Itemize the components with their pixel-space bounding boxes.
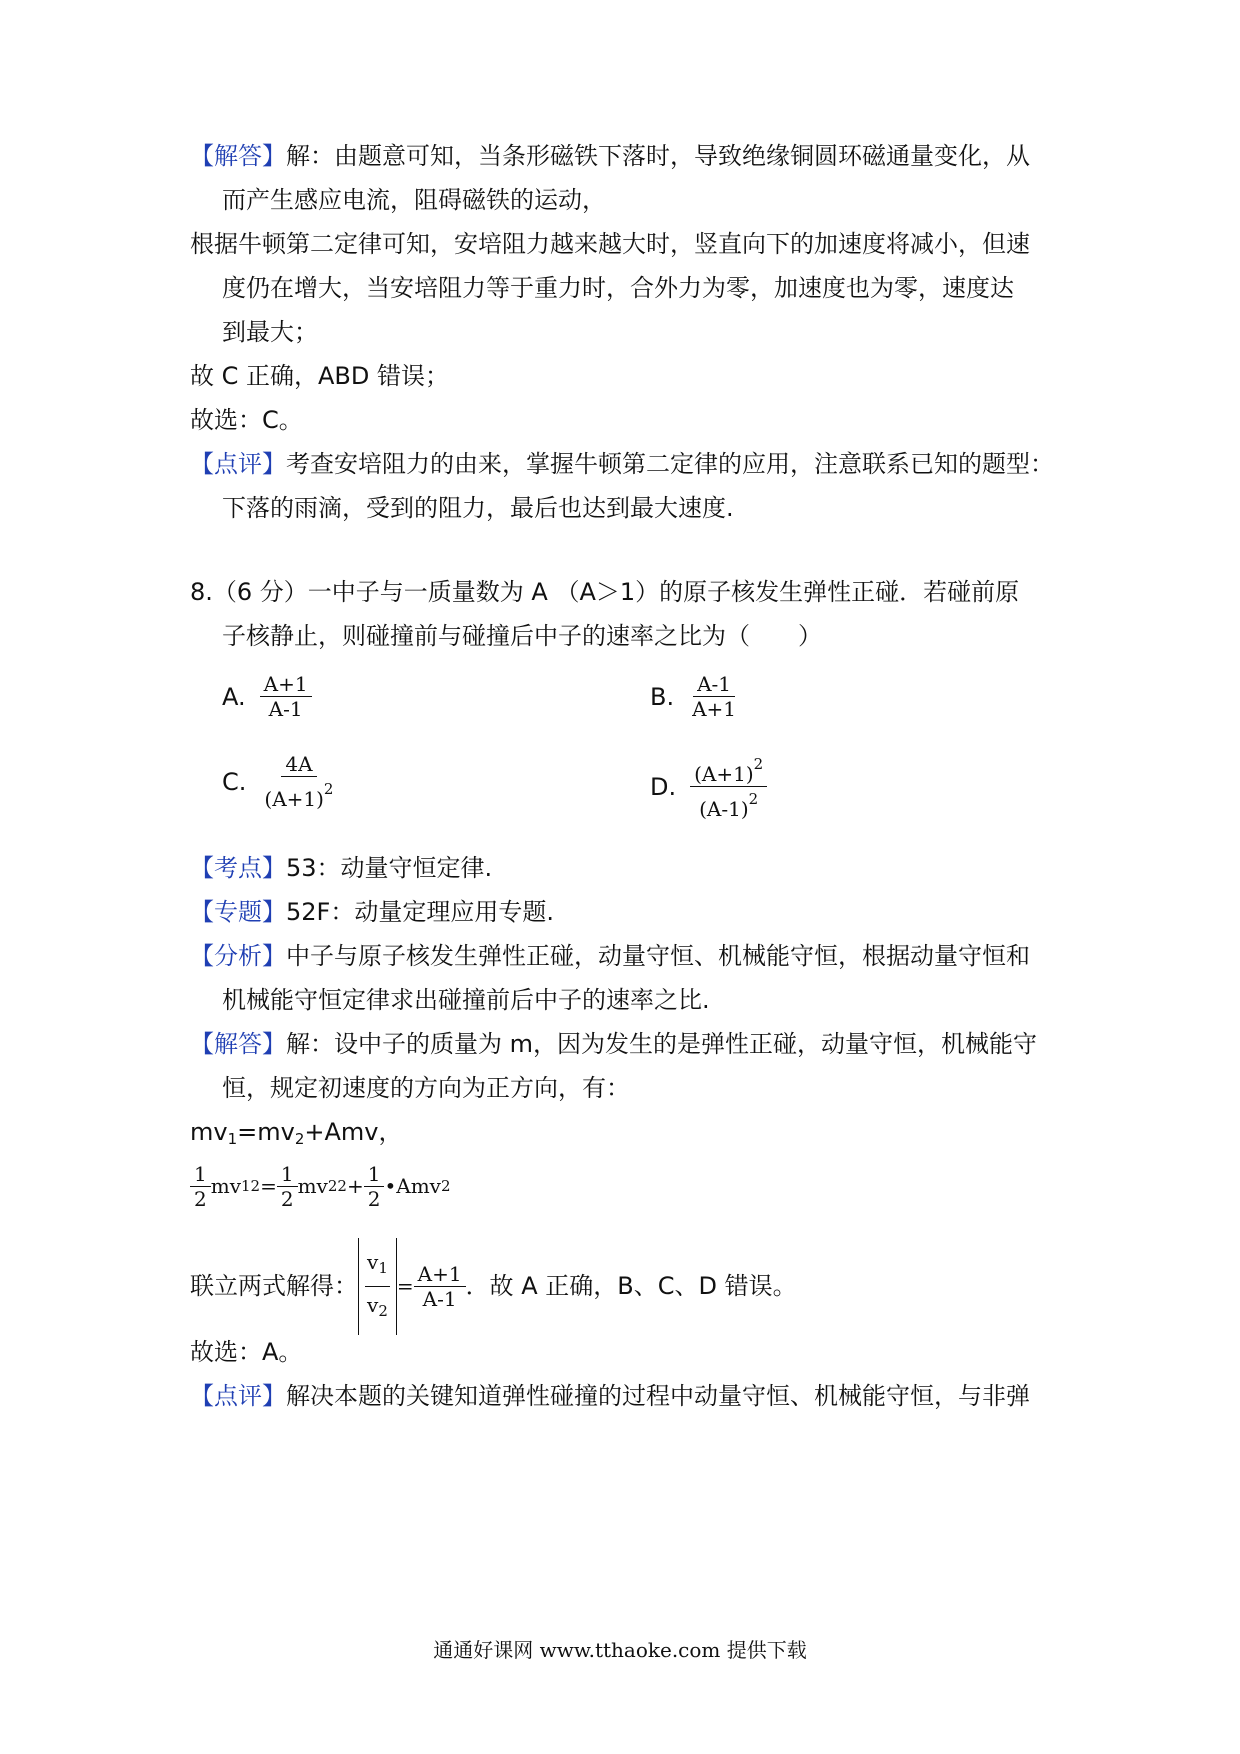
numerator: A+1	[414, 1262, 466, 1287]
zhuanti-line	[190, 896, 554, 928]
den-exponent: 2	[323, 780, 334, 798]
eq-term: mv	[190, 1118, 228, 1146]
abs-num-base: v	[367, 1249, 379, 1274]
abs-den-base: v	[367, 1292, 379, 1317]
abs-denominator	[367, 1287, 388, 1329]
text-line: 恒，规定初速度的方向为正方向，有：	[222, 1074, 630, 1102]
option-label: C.	[222, 767, 247, 796]
option-d	[650, 752, 767, 821]
answer-text: 解：设中子的质量为 m，因为发生的是弹性正碰，动量守恒，机械能守	[286, 1030, 1038, 1058]
eq-subscript: 2	[327, 1177, 338, 1195]
num-exponent: 2	[753, 755, 764, 773]
denominator: A-1	[268, 697, 303, 721]
result-equals: =	[396, 1274, 414, 1298]
text-line: 故 C 正确，ABD 错误；	[190, 362, 450, 390]
option-c	[222, 752, 337, 811]
numerator: 1	[190, 1162, 211, 1187]
footer-text: 通通好课网 www.tthaoke.com 提供下载	[433, 1638, 807, 1662]
eq-term: +Amv，	[304, 1118, 403, 1146]
numerator: 1	[277, 1162, 298, 1187]
text-line: 根据牛顿第二定律可知，安培阻力越来越大时，竖直向下的加速度将减小，但速	[190, 230, 1030, 258]
eq-equals: =	[260, 1174, 277, 1198]
den-exponent: 2	[748, 790, 759, 808]
comment-tag: 【点评】	[190, 1382, 286, 1410]
equation-energy	[190, 1160, 451, 1212]
text-line: 故选：A。	[190, 1338, 303, 1366]
answer-paragraph-2	[190, 1028, 1037, 1060]
zhuanti-text: 52F：动量定理应用专题.	[286, 898, 554, 926]
question-stem: 8.（6 分）一中子与一质量数为 A （A＞1）的原子核发生弹性正碰．若碰前原	[190, 578, 1020, 606]
question-stem-cont: 子核静止，则碰撞前与碰撞后中子的速率之比为（ ）	[222, 622, 822, 650]
numerator: A-1	[693, 672, 735, 697]
option-label: D.	[650, 772, 677, 801]
denominator: 2	[367, 1186, 381, 1211]
fenxi-tag: 【分析】	[190, 942, 286, 970]
result-tail: ．故 A 正确，B、C、D 错误。	[465, 1272, 797, 1300]
comment-paragraph-1	[190, 448, 1054, 480]
numerator: A+1	[260, 672, 312, 697]
option-label: B.	[650, 682, 675, 711]
zhuanti-tag: 【专题】	[190, 898, 286, 926]
kaodian-tag: 【考点】	[190, 854, 286, 882]
denominator: 2	[194, 1186, 207, 1211]
option-fraction	[260, 752, 337, 811]
text-line: 下落的雨滴，受到的阻力，最后也达到最大速度.	[222, 494, 734, 522]
denominator: 2	[280, 1186, 294, 1211]
fenxi-text: 中子与原子核发生弹性正碰，动量守恒、机械能守恒，根据动量守恒和	[286, 942, 1030, 970]
comment-tag: 【点评】	[190, 450, 286, 478]
abs-numerator	[365, 1244, 390, 1287]
den-base: (A-1)	[699, 797, 749, 821]
result-fraction	[414, 1262, 466, 1311]
eq-exponent: 2	[337, 1177, 347, 1195]
comment-text: 解决本题的关键知道弹性碰撞的过程中动量守恒、机械能守恒，与非弹	[286, 1382, 1030, 1410]
option-a	[222, 672, 312, 721]
abs-den-subscript: 2	[378, 1301, 388, 1320]
den-base: (A+1)	[264, 787, 324, 811]
eq-subscript: 1	[227, 1130, 238, 1148]
option-label: A.	[222, 682, 246, 711]
numerator	[690, 752, 767, 787]
denominator	[695, 787, 762, 821]
eq-subscript: 1	[241, 1177, 251, 1195]
abs-num-subscript: 1	[378, 1258, 388, 1277]
text-line: 而产生感应电流，阻碍磁铁的运动，	[222, 186, 606, 214]
eq-plus: +	[346, 1174, 364, 1198]
denominator	[260, 777, 337, 811]
kaodian-line	[190, 852, 492, 884]
numerator: 1	[364, 1162, 385, 1187]
text-line: 机械能守恒定律求出碰撞前后中子的速率之比.	[222, 986, 710, 1014]
half-fraction	[364, 1162, 385, 1211]
comment-text: 考查安培阻力的由来，掌握牛顿第二定律的应用，注意联系已知的题型：	[286, 450, 1054, 478]
denominator: A-1	[422, 1286, 457, 1311]
eq-exponent: 2	[250, 1177, 261, 1195]
numerator: 4A	[281, 752, 316, 777]
abs-ratio	[358, 1238, 397, 1335]
option-fraction	[260, 672, 312, 721]
text-line: 度仍在增大，当安培阻力等于重力时，合外力为零，加速度也为零，速度达	[222, 274, 1014, 302]
comment-paragraph-2	[190, 1380, 1030, 1412]
eq-subscript: 2	[294, 1130, 305, 1148]
eq-term: mv	[297, 1174, 328, 1198]
eq-term: mv	[210, 1174, 241, 1198]
option-fraction	[688, 672, 740, 721]
fenxi-line	[190, 940, 1030, 972]
eq-term: •Amv	[384, 1174, 441, 1198]
kaodian-text: 53：动量守恒定律.	[286, 854, 493, 882]
answer-tag: 【解答】	[190, 1030, 286, 1058]
result-intro: 联立两式解得：	[190, 1272, 358, 1300]
half-fraction	[277, 1162, 298, 1211]
option-b	[650, 672, 740, 721]
half-fraction	[190, 1162, 211, 1211]
answer-tag: 【解答】	[190, 142, 286, 170]
eq-exponent: 2	[440, 1177, 451, 1195]
answer-paragraph-1	[190, 140, 1030, 172]
text-line: 故选：C。	[190, 406, 303, 434]
answer-text: 解：由题意可知，当条形磁铁下落时，导致绝缘铜圆环磁通量变化，从	[286, 142, 1030, 170]
num-base: (A+1)	[694, 762, 754, 786]
option-fraction	[690, 752, 767, 821]
denominator: A+1	[692, 697, 737, 721]
eq-term: =mv	[237, 1118, 295, 1146]
equation-momentum	[190, 1116, 403, 1155]
result-line	[190, 1236, 797, 1336]
text-line: 到最大；	[222, 318, 318, 346]
